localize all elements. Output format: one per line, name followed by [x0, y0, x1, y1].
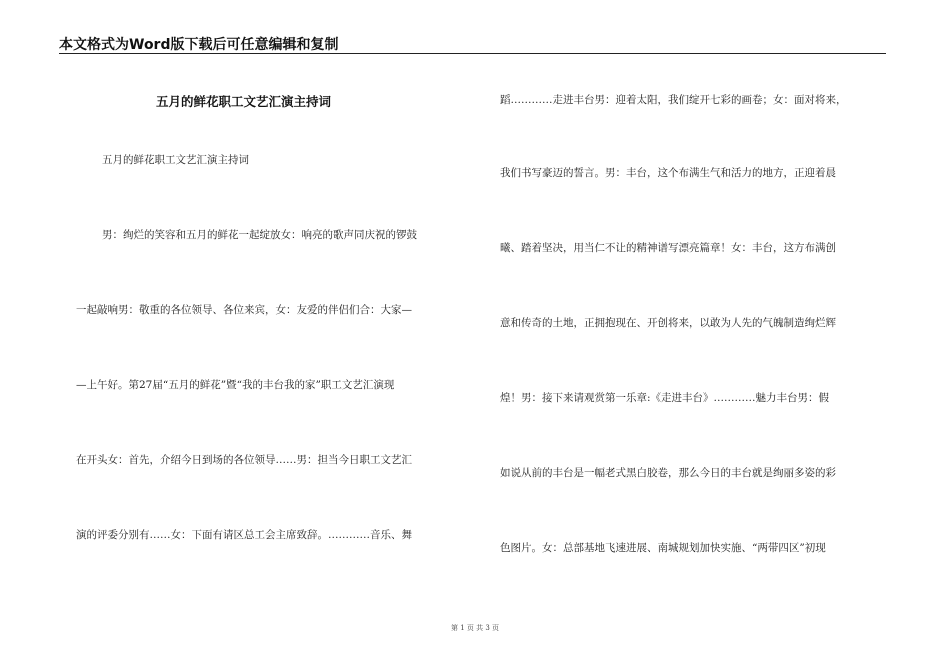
- paragraph-line: 一起敲响男：敬重的各位领导、各位来宾，女：友爱的伴侣们合：大家—: [76, 304, 412, 316]
- document-banner: 本文格式为Word版下载后可任意编辑和复制: [59, 37, 339, 53]
- paragraph-line: 如说从前的丰台是一幅老式黑白胶卷，那么今日的丰台就是绚丽多姿的彩: [500, 467, 836, 479]
- document-title: 五月的鲜花职工文艺汇演主持词: [156, 94, 332, 109]
- page-number: 第 1 页 共 3 页: [450, 624, 500, 632]
- paragraph-line: 煌！男：接下来请观赏第一乐章:《走进丰台》…………魅力丰台男：假: [500, 392, 830, 404]
- paragraph-line: 男：绚烂的笑容和五月的鲜花一起绽放女：响亮的歌声同庆祝的锣鼓: [102, 229, 417, 241]
- banner-divider: [59, 53, 886, 54]
- paragraph-line: 五月的鲜花职工文艺汇演主持词: [102, 154, 249, 166]
- paragraph-line: 演的评委分别有……女：下面有请区总工会主席致辞。…………音乐、舞: [76, 529, 412, 541]
- paragraph-line: 我们书写豪迈的誓言。男：丰台，这个布满生气和活力的地方，正迎着晨: [500, 167, 836, 179]
- paragraph-line: 曦、踏着坚决，用当仁不让的精神谱写漂亮篇章！女：丰台，这方布满创: [500, 242, 836, 254]
- paragraph-line: —上午好。第27届“五月的鲜花”暨“我的丰台我的家”职工文艺汇演现: [76, 379, 395, 391]
- paragraph-line: 蹈…………走进丰台男：迎着太阳，我们绽开七彩的画卷；女：面对将来，: [500, 94, 847, 106]
- paragraph-line: 色图片。女：总部基地飞速进展、南城规划加快实施、“两带四区”初现: [500, 542, 826, 554]
- paragraph-line: 意和传奇的土地，正拥抱现在、开创将来，以敢为人先的气魄制造绚烂辉: [500, 317, 836, 329]
- paragraph-line: 在开头女：首先，介绍今日到场的各位领导……男：担当今日职工文艺汇: [76, 454, 412, 466]
